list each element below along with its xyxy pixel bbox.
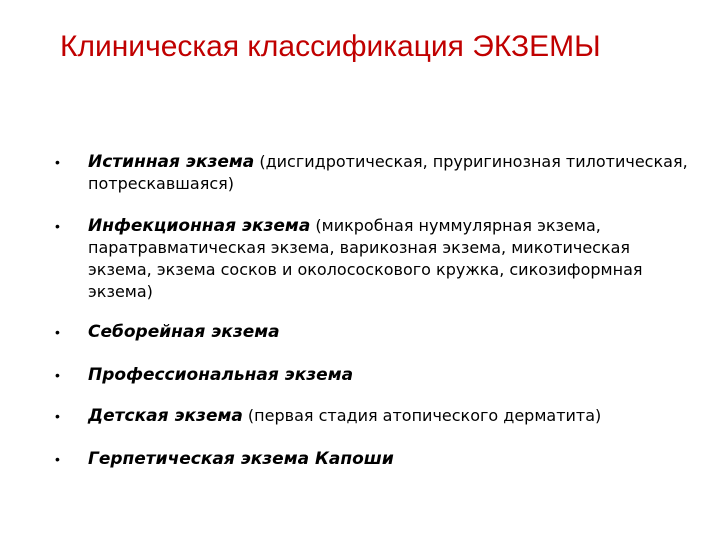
bullet: • xyxy=(55,218,60,234)
item-detail: (дисгидротическая, пруригинозная тилотическая, потрескавшаяся) xyxy=(88,152,688,193)
item-name: Себорейная экзема xyxy=(88,322,280,342)
list-item-text xyxy=(88,448,688,470)
item-detail: (микробная нуммулярная экзема, паратравматическая экзема, варикозная экзема, микотическая экзема, экзема сосков и околососкового кружка, сикозиформная экзема) xyxy=(88,216,643,301)
item-name: Детская экзема xyxy=(88,406,243,426)
bullet: • xyxy=(55,367,60,383)
list-item-text xyxy=(88,151,688,195)
item-name: Инфекционная экзема xyxy=(88,216,311,236)
list-item-text xyxy=(88,321,688,343)
bullet: • xyxy=(55,324,60,340)
bullet: • xyxy=(55,408,60,424)
item-detail: (первая стадия атопического дерматита) xyxy=(242,406,602,425)
bullet: • xyxy=(55,154,60,170)
item-name: Герпетическая экзема Капоши xyxy=(88,449,394,469)
list-item-text xyxy=(88,215,688,303)
item-name: Профессиональная экзема xyxy=(88,365,354,385)
item-name: Истинная экзема xyxy=(88,152,255,172)
slide-title: Клиническая классификация ЭКЗЕМЫ xyxy=(60,30,601,63)
bullet: • xyxy=(55,451,60,467)
list-item-text xyxy=(88,405,708,427)
list-item-text xyxy=(88,364,688,386)
